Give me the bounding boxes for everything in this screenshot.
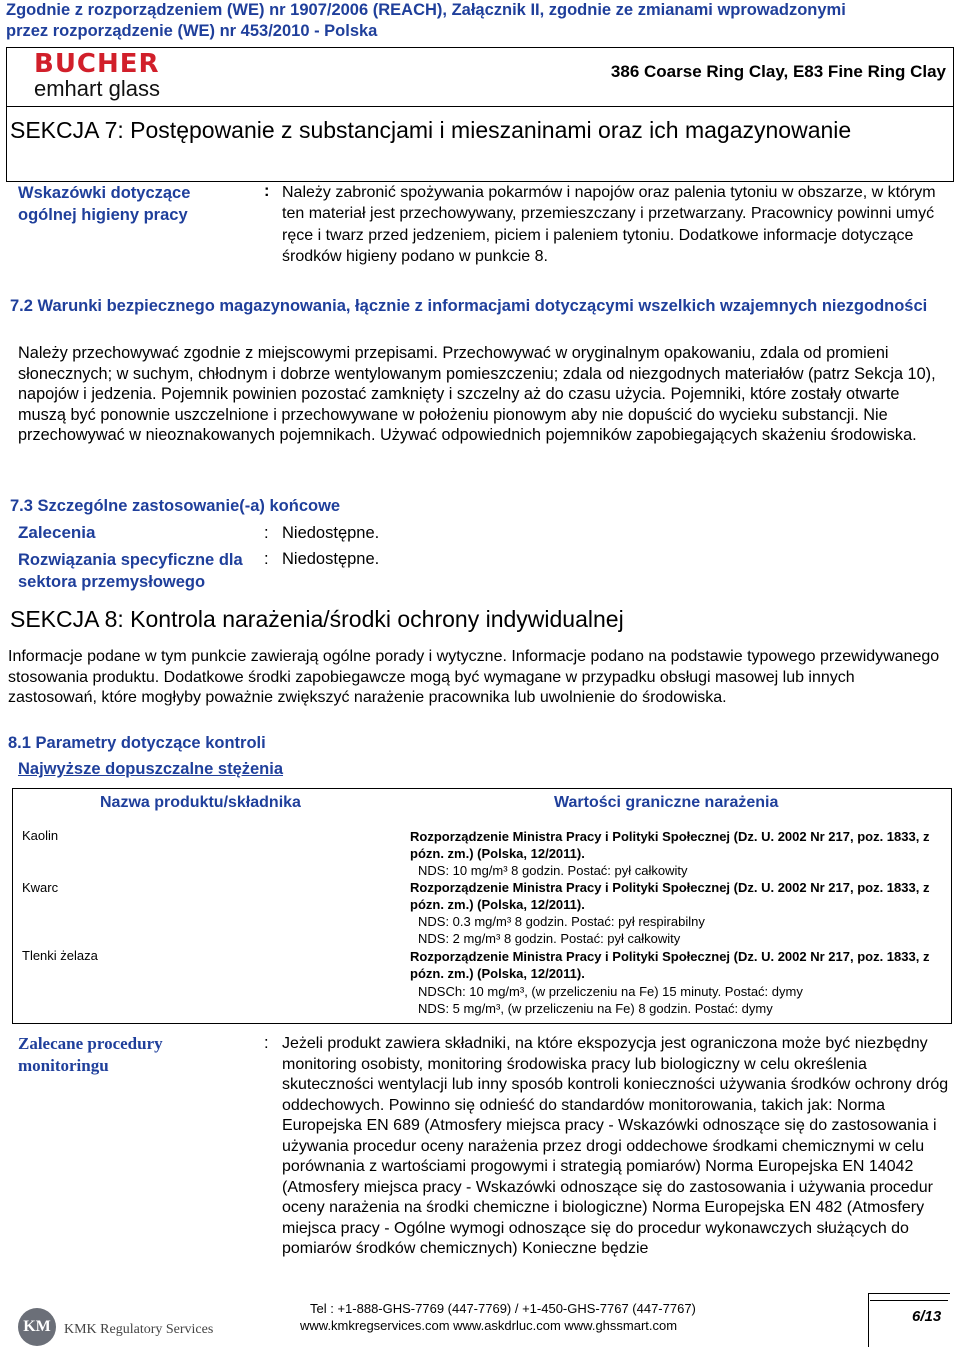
section7-title: SEKCJA 7: Postępowanie z substancjami i mieszaninami oraz ich magazynowanie bbox=[10, 117, 852, 143]
monitoring-colon: : bbox=[264, 1034, 269, 1052]
regulation-reference: Rozporządzenie Ministra Pracy i Polityki Społecznej (Dz. U. 2002 Nr 217, poz. 1833, z pózn. zm.) (Polska, 12/2011). bbox=[410, 880, 930, 912]
sector-solutions-label: Rozwiązania specyficzne dla sektora przemysłowego bbox=[18, 551, 243, 591]
limit-value: NDS: 2 mg/m³ 8 godzin. Postać: pył całkowity bbox=[418, 931, 681, 946]
kmk-logo-icon: KM bbox=[18, 1308, 56, 1346]
recommendations-label: Zalecenia bbox=[18, 523, 96, 542]
logo-emhart: emhart glass bbox=[34, 76, 160, 101]
exposure-limits-heading: Najwyższe dopuszczalne stężenia bbox=[18, 760, 284, 778]
section8-title: SEKCJA 8: Kontrola narażenia/środki ochrony indywidualnej bbox=[10, 606, 624, 632]
footer-websites: www.kmkregservices.com www.askdrluc.com www.ghssmart.com bbox=[300, 1318, 678, 1333]
regulation-title-line1: Zgodnie z rozporządzeniem (WE) nr 1907/2006 (REACH), Załącznik II, zgodnie ze zmianami wprowadzonymi bbox=[6, 1, 846, 19]
kmk-logo-text: KMK Regulatory Services bbox=[64, 1322, 214, 1337]
monitoring-text: Jeżeli produkt zawiera składniki, na które ekspozycja jest ograniczona może być niezbędny monitoring osobisty, monitoring środowiska pracy lub biologiczny w celu określenia skuteczności wentylacji lub inny sposób kontroli konieczności używania środków ochrony dróg oddechowych. Powinno się odnieść do standardów monitorowania, takich jak: Norma Europejska EN 689 (Atmosfery miejsca pracy - Wskazówki odnoszące się do zastosowania i używania procedur oceny narażenia przez drogi oddechowe środkami chemicznymi w celu porównania z wartościami progowymi i strategią pomiarów) Norma Europejska EN 14042 (Atmosfery miejsca pracy - Wskazówki odnoszące się do zastosowania i używania procedur oceny narażenia na środki chemiczne i biologiczne) Norma Europejska EN 482 (Atmosfery miejsca pracy - Ogólne wymogi odnoszące się do procedur wykonawczych służących do pomiarów środków chemicznych) Konieczne będzie bbox=[282, 1035, 949, 1257]
component-name: Tlenki żelaza bbox=[22, 948, 98, 963]
table-header-limits: Wartości graniczne narażenia bbox=[554, 794, 779, 811]
company-logo bbox=[34, 50, 174, 102]
logo-bucher: BUCHER bbox=[34, 49, 160, 79]
footer-telephone: Tel : +1-888-GHS-7769 (447-7769) / +1-450-GHS-7767 (447-7767) bbox=[310, 1301, 696, 1316]
regulation-reference: Rozporządzenie Ministra Pracy i Polityki Społecznej (Dz. U. 2002 Nr 217, poz. 1833, z pózn. zm.) (Polska, 12/2011). bbox=[410, 949, 930, 981]
limit-value: NDS: 0.3 mg/m³ 8 godzin. Postać: pył respirabilny bbox=[418, 914, 705, 929]
hygiene-text: Należy zabronić spożywania pokarmów i napojów oraz palenia tytoniu w obszarze, w którym ten materiał jest przechowywany, przemieszczany i przetwarzany. Pracownicy powinni umyć ręce i twarz przed jedzeniem, piciem i paleniem tytoniu. Dodatkowe informacje dotyczące środków higieny podano w punkcie 8. bbox=[282, 184, 936, 265]
component-name: Kwarc bbox=[22, 880, 59, 895]
limit-value: NDSCh: 10 mg/m³, (w przeliczeniu na Fe) 15 minuty. Postać: dymy bbox=[418, 984, 803, 999]
product-name: 386 Coarse Ring Clay, E83 Fine Ring Clay bbox=[610, 62, 946, 81]
subsection-8-1-heading: 8.1 Parametry dotyczące kontroli bbox=[8, 734, 266, 752]
regulation-title-line2: przez rozporządzenie (WE) nr 453/2010 - Polska bbox=[6, 22, 378, 40]
sector-solutions-colon: : bbox=[264, 550, 269, 568]
subsection-7-3-heading: 7.3 Szczególne zastosowanie(-a) końcowe bbox=[10, 497, 341, 515]
section8-intro: Informacje podane w tym punkcie zawierają ogólne porady i wytyczne. Informacje podano na podstawie typowego przewidywanego stosowania produktu. Dodatkowe środki zapobiegawcze mogą być wymagane w przypadku obsługi masowej lub innych zastosowań, które mogłyby poważnie zwiększyć narażenie pracownika lub uwolnienie do środowiska. bbox=[8, 648, 940, 707]
hygiene-label: Wskazówki dotyczące ogólnej higieny pracy bbox=[18, 184, 191, 224]
subsection-7-2-heading: 7.2 Warunki bezpiecznego magazynowania, łącznie z informacjami dotyczącymi wszelkich wzajemnych niezgodności bbox=[10, 297, 928, 315]
recommendations-colon: : bbox=[264, 524, 269, 542]
limit-value: NDS: 5 mg/m³, (w przeliczeniu na Fe) 8 godzin. Postać: dymy bbox=[418, 1001, 773, 1016]
regulation-title bbox=[6, 0, 956, 42]
sector-solutions-value: Niedostępne. bbox=[282, 550, 380, 568]
recommendations-value: Niedostępne. bbox=[282, 524, 380, 542]
monitoring-label: Zalecane procedury monitoringu bbox=[18, 1034, 163, 1075]
regulation-reference: Rozporządzenie Ministra Pracy i Polityki Społecznej (Dz. U. 2002 Nr 217, poz. 1833, z pózn. zm.) (Polska, 12/2011). bbox=[410, 829, 930, 861]
page-number: 6/13 bbox=[912, 1308, 942, 1325]
table-header-component: Nazwa produktu/składnika bbox=[100, 794, 301, 811]
page-number-rule bbox=[870, 1300, 948, 1302]
limit-value: NDS: 10 mg/m³ 8 godzin. Postać: pył całkowity bbox=[418, 863, 688, 878]
hygiene-colon: : bbox=[264, 182, 270, 200]
storage-conditions-text: Należy przechowywać zgodnie z miejscowymi przepisami. Przechowywać w oryginalnym opakowaniu, zdala od promieni słonecznych; w suchym, chłodnym i dobrze wentylowanym pomieszczeniu; zdala od niezgodnych materiałów (patrz Sekcja 10), napojów i jedzenia. Pojemnik powinien pozostać zamknięty i szczelny aż do czasu użycia. Pojemniki, które zostały otwarte muszą być ponownie uszczelnione i przechowywane w położeniu pionowym aby nie dopuścić do wycieku substancji. Nie przechowywać w nieoznakowanych pojemnikach. Używać odpowiednich pojemników zapobiegających skażeniu środowiska. bbox=[18, 344, 936, 445]
component-name: Kaolin bbox=[22, 828, 59, 843]
